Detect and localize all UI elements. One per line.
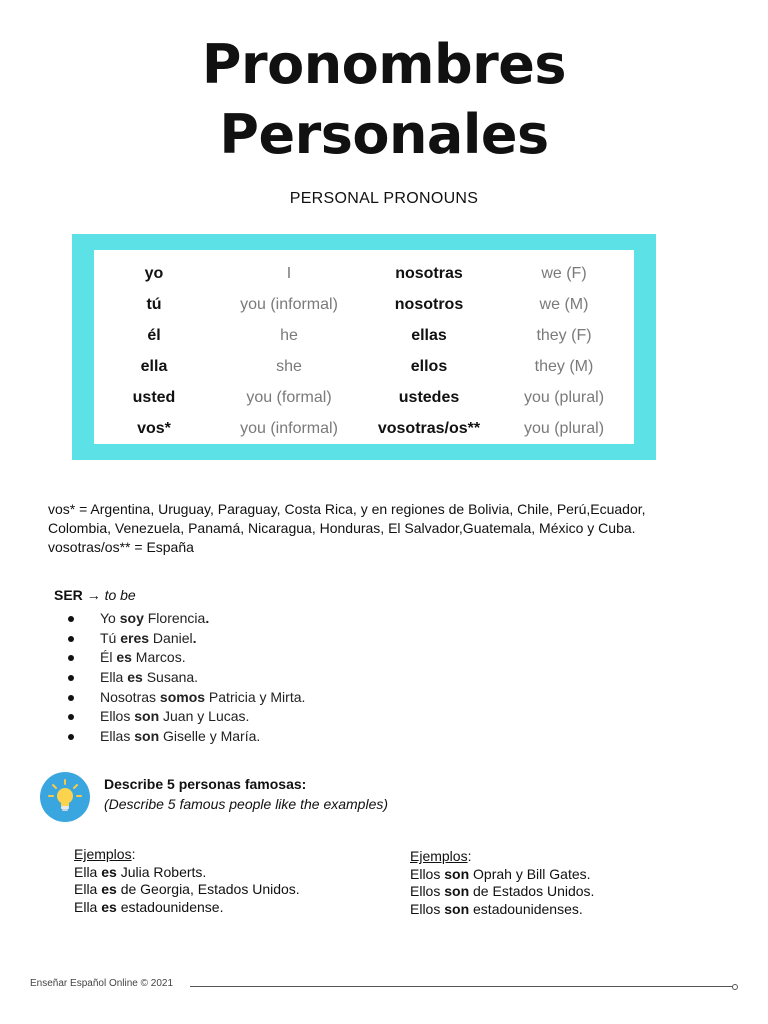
- example-block-right: Ejemplos: Ellos son Oprah y Bill Gates. Ellos son de Estados Unidos. Ellos son estadounidenses.: [410, 848, 595, 917]
- note-line: vosotras/os** = España: [48, 539, 194, 555]
- list-item: Nosotras somos Patricia y Mirta.: [64, 688, 305, 708]
- list-item: Ellas son Giselle y María.: [64, 727, 305, 747]
- pronoun-en: we (M): [539, 295, 589, 313]
- title-line-2: Personales: [219, 103, 549, 166]
- pronoun-es: tú: [146, 295, 162, 313]
- example-block-left: Ejemplos: Ella es Julia Roberts. Ella es de Georgia, Estados Unidos. Ella es estadounidense.: [74, 846, 300, 915]
- table-row: [94, 289, 634, 320]
- example-label: Ejemplos: [74, 846, 132, 862]
- lightbulb-icon: [40, 772, 90, 822]
- pronoun-table: [94, 258, 634, 444]
- ser-heading: [54, 587, 136, 603]
- example-line: Ella es estadounidense.: [74, 898, 224, 915]
- bullet-icon: [68, 714, 74, 720]
- ser-verb: SER: [54, 587, 83, 603]
- task-translation: (Describe 5 famous people like the examples): [104, 796, 389, 812]
- bullet-icon: [68, 636, 74, 642]
- pronoun-en: we (F): [541, 264, 587, 282]
- pronoun-en: she: [276, 357, 302, 375]
- list-item: Él es Marcos.: [64, 648, 305, 668]
- usage-notes: [48, 500, 738, 557]
- pronoun-es: yo: [144, 264, 164, 282]
- pronoun-es: nosotros: [394, 295, 464, 313]
- title-line-1: Pronombres: [201, 33, 567, 96]
- bullet-icon: [68, 734, 74, 740]
- table-row: [94, 258, 634, 289]
- pronoun-es: ustedes: [398, 388, 460, 406]
- pronoun-en: you (plural): [523, 388, 605, 406]
- example-label: Ejemplos: [410, 848, 468, 864]
- pronoun-en: you (formal): [246, 388, 332, 406]
- pronoun-es: ellos: [410, 357, 448, 375]
- pronoun-table-frame: [72, 234, 656, 460]
- bullet-icon: [68, 616, 74, 622]
- pronoun-table-panel: [94, 250, 634, 444]
- example-line: Ellos son de Estados Unidos.: [410, 883, 595, 899]
- pronoun-es: ellas: [411, 326, 447, 344]
- pronoun-en: you (informal): [240, 295, 338, 313]
- task-title: Describe 5 personas famosas:: [104, 776, 307, 792]
- table-row: [94, 382, 634, 413]
- pronoun-en: I: [286, 264, 292, 282]
- table-row: [94, 320, 634, 351]
- footer-copyright: Enseñar Español Online © 2021: [30, 978, 174, 989]
- example-line: Ellos son Oprah y Bill Gates.: [410, 865, 591, 882]
- task-instructions: [104, 774, 388, 814]
- pronoun-es: él: [147, 326, 161, 344]
- page-title: [0, 30, 768, 170]
- ser-meaning: to be: [104, 587, 136, 603]
- bullet-icon: [68, 655, 74, 661]
- pronoun-es: vos*: [137, 419, 171, 437]
- list-item: Ellos son Juan y Lucas.: [64, 707, 305, 727]
- pronoun-es: usted: [132, 388, 176, 406]
- pronoun-es: vosotras/os**: [377, 419, 481, 437]
- footer-divider: [190, 986, 734, 987]
- bullet-icon: [68, 675, 74, 681]
- note-line: vos* = Argentina, Uruguay, Paraguay, Costa Rica, y en regiones de Bolivia, Chile, Perú,Ecuador,: [48, 501, 646, 517]
- example-line: Ella es de Georgia, Estados Unidos.: [74, 881, 300, 897]
- table-row: [94, 351, 634, 382]
- pronoun-es: nosotras: [395, 264, 463, 282]
- pronoun-es: ella: [140, 357, 168, 375]
- example-line: Ellos son estadounidenses.: [410, 900, 583, 917]
- pronoun-en: they (M): [534, 357, 594, 375]
- arrow-icon: →: [86, 587, 101, 603]
- list-item: Tú eres Daniel.: [64, 629, 305, 649]
- bullet-icon: [68, 695, 74, 701]
- list-item: Ella es Susana.: [64, 668, 305, 688]
- list-item: Yo soy Florencia.: [64, 609, 305, 629]
- note-line: Colombia, Venezuela, Panamá, Nicaragua, Honduras, El Salvador,Guatemala, México y Cuba.: [48, 520, 636, 536]
- page-subtitle: PERSONAL PRONOUNS: [289, 190, 479, 207]
- ser-example-list: [64, 609, 305, 747]
- pronoun-en: you (plural): [523, 419, 605, 437]
- table-row: [94, 413, 634, 444]
- example-line: Ella es Julia Roberts.: [74, 863, 207, 880]
- pronoun-en: they (F): [536, 326, 592, 344]
- pronoun-en: you (informal): [240, 419, 338, 437]
- footer-divider-end: [732, 984, 738, 990]
- pronoun-en: he: [280, 326, 298, 344]
